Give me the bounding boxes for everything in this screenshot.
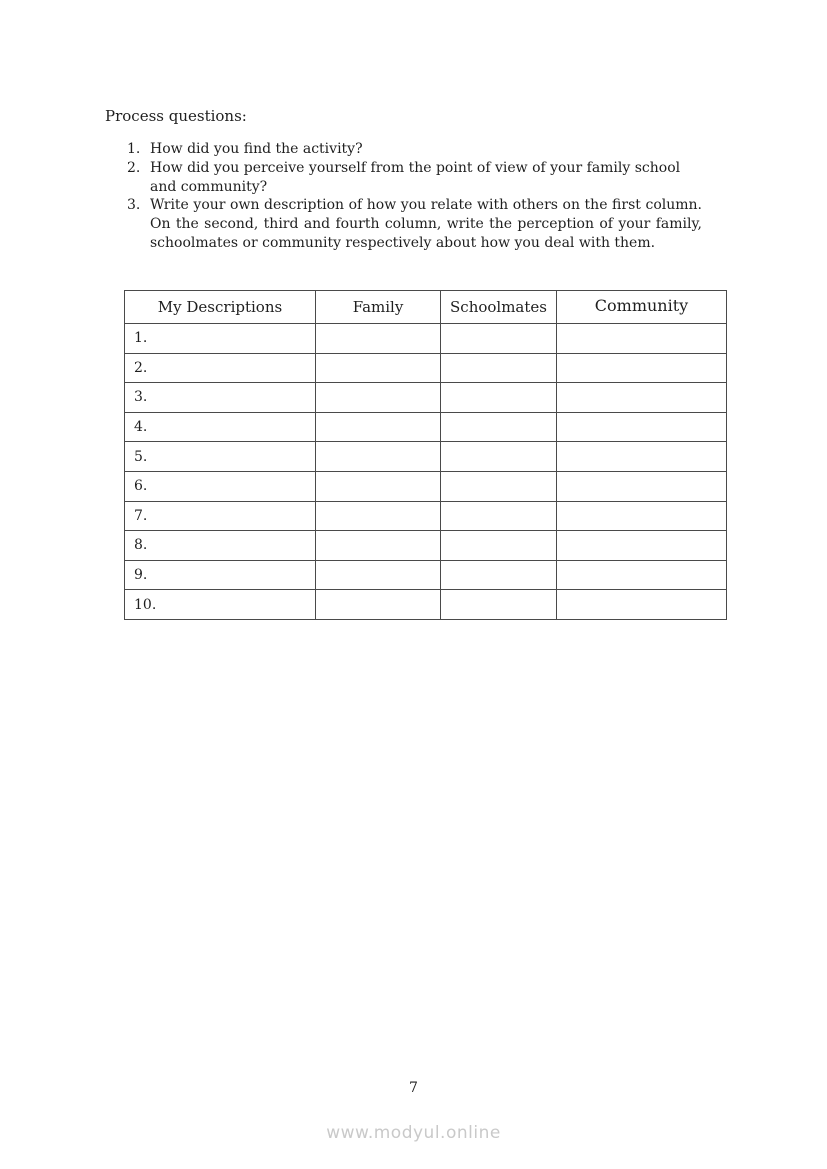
column-header-community (557, 291, 727, 324)
column-header-community-label: Community (594, 295, 689, 315)
table-cell (441, 383, 557, 413)
table-row (125, 590, 727, 620)
table-cell (316, 531, 441, 561)
table-cell (316, 324, 441, 354)
table-cell (441, 501, 557, 531)
row-number-cell: 9. (125, 560, 316, 590)
table-cell (557, 353, 727, 383)
row-number-cell: 2. (125, 353, 316, 383)
row-number-cell: 1. (125, 324, 316, 354)
table-cell (557, 531, 727, 561)
table-cell (441, 353, 557, 383)
table-cell (316, 501, 441, 531)
table-cell (557, 442, 727, 472)
process-questions-list (127, 140, 702, 253)
table-cell (557, 324, 727, 354)
table-cell (316, 471, 441, 501)
table-row (125, 353, 727, 383)
table-cell (441, 471, 557, 501)
table-header-row (125, 291, 727, 324)
column-header-family: Family (316, 291, 441, 324)
table-cell (441, 531, 557, 561)
row-number-cell: 3. (125, 383, 316, 413)
question-text: Write your own description of how you relate with others on the first column. On the second, third and fourth column, write the perception of your family, schoolmates or community respectively about how you deal with them. (150, 197, 702, 251)
table-cell (557, 590, 727, 620)
table-cell (557, 471, 727, 501)
question-number: 3. (127, 197, 141, 214)
question-number: 2. (127, 159, 141, 176)
row-number-cell: 7. (125, 501, 316, 531)
question-item-2 (127, 159, 702, 197)
page-number: 7 (409, 1080, 418, 1096)
table-row (125, 383, 727, 413)
watermark-text: www.modyul.online (326, 1123, 501, 1143)
table-cell (316, 560, 441, 590)
table-cell (557, 383, 727, 413)
table-row (125, 560, 727, 590)
table-cell (441, 590, 557, 620)
table-cell (316, 353, 441, 383)
table-cell (557, 560, 727, 590)
column-header-my-descriptions: My Descriptions (125, 291, 316, 324)
table-row (125, 531, 727, 561)
table-cell (441, 412, 557, 442)
table-row (125, 412, 727, 442)
row-number-cell: 5. (125, 442, 316, 472)
question-text: How did you find the activity? (150, 141, 363, 157)
table-row (125, 442, 727, 472)
table-cell (557, 412, 727, 442)
table-row (125, 501, 727, 531)
row-number-cell: 6. (125, 471, 316, 501)
table-row (125, 324, 727, 354)
question-text: How did you perceive yourself from the point of view of your family school and community? (150, 159, 681, 195)
question-item-3 (127, 196, 702, 252)
table-row (125, 471, 727, 501)
table-cell (316, 383, 441, 413)
table-cell (316, 442, 441, 472)
perception-table (124, 290, 727, 620)
table-cell (441, 442, 557, 472)
table-cell (441, 324, 557, 354)
row-number-cell: 10. (125, 590, 316, 620)
question-number: 1. (127, 141, 141, 157)
question-item-1 (127, 140, 702, 159)
row-number-cell: 8. (125, 531, 316, 561)
table-cell (557, 501, 727, 531)
table-cell (316, 590, 441, 620)
table-cell (316, 412, 441, 442)
row-number-cell: 4. (125, 412, 316, 442)
section-heading: Process questions: (105, 107, 247, 125)
column-header-schoolmates: Schoolmates (441, 291, 557, 324)
table-cell (441, 560, 557, 590)
